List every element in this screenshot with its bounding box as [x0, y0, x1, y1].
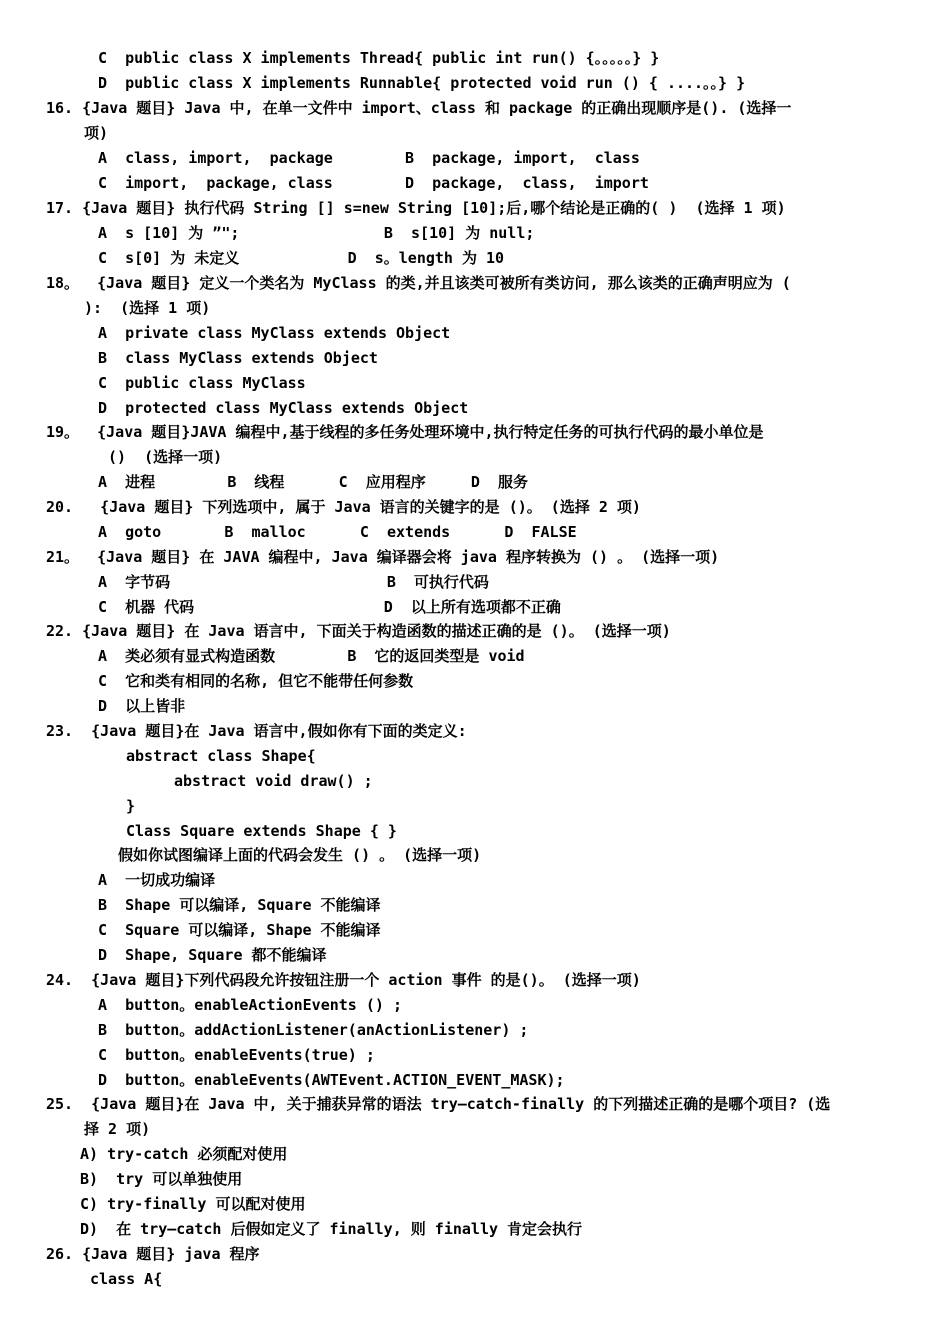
text-line: 假如你试图编译上面的代码会发生 () 。 (选择一项) — [118, 846, 482, 864]
text-line: C public class X implements Thread{ public int run() {。。。。。} } — [98, 49, 660, 67]
text-line: 18。 {Java 题目} 定义一个类名为 MyClass 的类,并且该类可被所有类访问, 那么该类的正确声明应为 ( — [46, 274, 791, 292]
text-line: 25. {Java 题目}在 Java 中, 关于捕获异常的语法 try—catch-finally 的下列描述正确的是哪个项目? (选 — [46, 1095, 831, 1113]
text-line: A button。enableActionEvents () ; — [98, 996, 402, 1014]
text-line: 择 2 项) — [84, 1120, 151, 1138]
text-line: B Shape 可以编译, Square 不能编译 — [98, 896, 381, 914]
text-line: () (选择一项) — [108, 448, 223, 466]
text-line: 项) — [84, 124, 109, 142]
text-line: 17. {Java 题目} 执行代码 String [] s=new String [10];后,哪个结论是正确的( ) (选择 1 项) — [46, 199, 786, 217]
text-line: 22. {Java 题目} 在 Java 语言中, 下面关于构造函数的描述正确的是 ()。 (选择一项) — [46, 622, 671, 640]
text-line: abstract void draw() ; — [174, 772, 373, 790]
text-line: B class MyClass extends Object — [98, 349, 378, 367]
text-line: 16. {Java 题目} Java 中, 在单一文件中 import、class 和 package 的正确出现顺序是(). (选择一 — [46, 99, 792, 117]
text-line: } — [126, 797, 136, 815]
text-line: 19。 {Java 题目}JAVA 编程中,基于线程的多任务处理环境中,执行特定任务的可执行代码的最小单位是 — [46, 423, 764, 441]
text-line: D Shape, Square 都不能编译 — [98, 946, 327, 964]
text-line: 26. {Java 题目} java 程序 — [46, 1245, 260, 1263]
text-line: A class, import, package B package, import, class — [98, 149, 640, 167]
text-line: A 一切成功编译 — [98, 871, 216, 889]
text-line: D 以上皆非 — [98, 697, 186, 715]
text-line: ): (选择 1 项) — [84, 299, 211, 317]
text-line: class A{ — [90, 1270, 163, 1288]
text-line: 21。 {Java 题目} 在 JAVA 编程中, Java 编译器会将 java 程序转换为 () 。 (选择一项) — [46, 548, 720, 566]
text-line: D button。enableEvents(AWTEvent.ACTION_EVENT_MASK); — [98, 1071, 565, 1089]
text-line: A private class MyClass extends Object — [98, 324, 451, 342]
text-line: A) try-catch 必须配对使用 — [80, 1145, 288, 1163]
text-line: A 类必须有显式构造函数 B 它的返回类型是 void — [98, 647, 525, 665]
text-line: D public class X implements Runnable{ protected void run () { ....。。} } — [98, 74, 746, 92]
text-line: 23. {Java 题目}在 Java 语言中,假如你有下面的类定义: — [46, 722, 467, 740]
text-line: C public class MyClass — [98, 374, 306, 392]
text-line: C Square 可以编译, Shape 不能编译 — [98, 921, 381, 939]
text-line: A 字节码 B 可执行代码 — [98, 573, 489, 591]
text-line: A 进程 B 线程 C 应用程序 D 服务 — [98, 473, 528, 491]
text-line: C import, package, class D package, class, import — [98, 174, 649, 192]
text-line: A goto B malloc C extends D FALSE — [98, 523, 577, 541]
text-line: D protected class MyClass extends Object — [98, 399, 469, 417]
text-line: 20. {Java 题目} 下列选项中, 属于 Java 语言的关键字的是 ()。 (选择 2 项) — [46, 498, 641, 516]
text-line: abstract class Shape{ — [126, 747, 316, 765]
text-line: C 机器 代码 D 以上所有选项都不正确 — [98, 598, 561, 616]
text-line: C s[0] 为 未定义 D s。length 为 10 — [98, 249, 505, 267]
text-line: A s [10] 为 ”"; B s[10] 为 null; — [98, 224, 535, 242]
text-line: C 它和类有相同的名称, 但它不能带任何参数 — [98, 672, 414, 690]
text-line: Class Square extends Shape { } — [126, 822, 397, 840]
text-line: B) try 可以单独使用 — [80, 1170, 243, 1188]
text-line: D) 在 try—catch 后假如定义了 finally, 则 finally 肯定会执行 — [80, 1220, 583, 1238]
text-line: 24. {Java 题目}下列代码段允许按钮注册一个 action 事件 的是()。 (选择一项) — [46, 971, 641, 989]
text-line: B button。addActionListener(anActionListener) ; — [98, 1021, 529, 1039]
text-line: C button。enableEvents(true) ; — [98, 1046, 375, 1064]
text-line: C) try-finally 可以配对使用 — [80, 1195, 306, 1213]
